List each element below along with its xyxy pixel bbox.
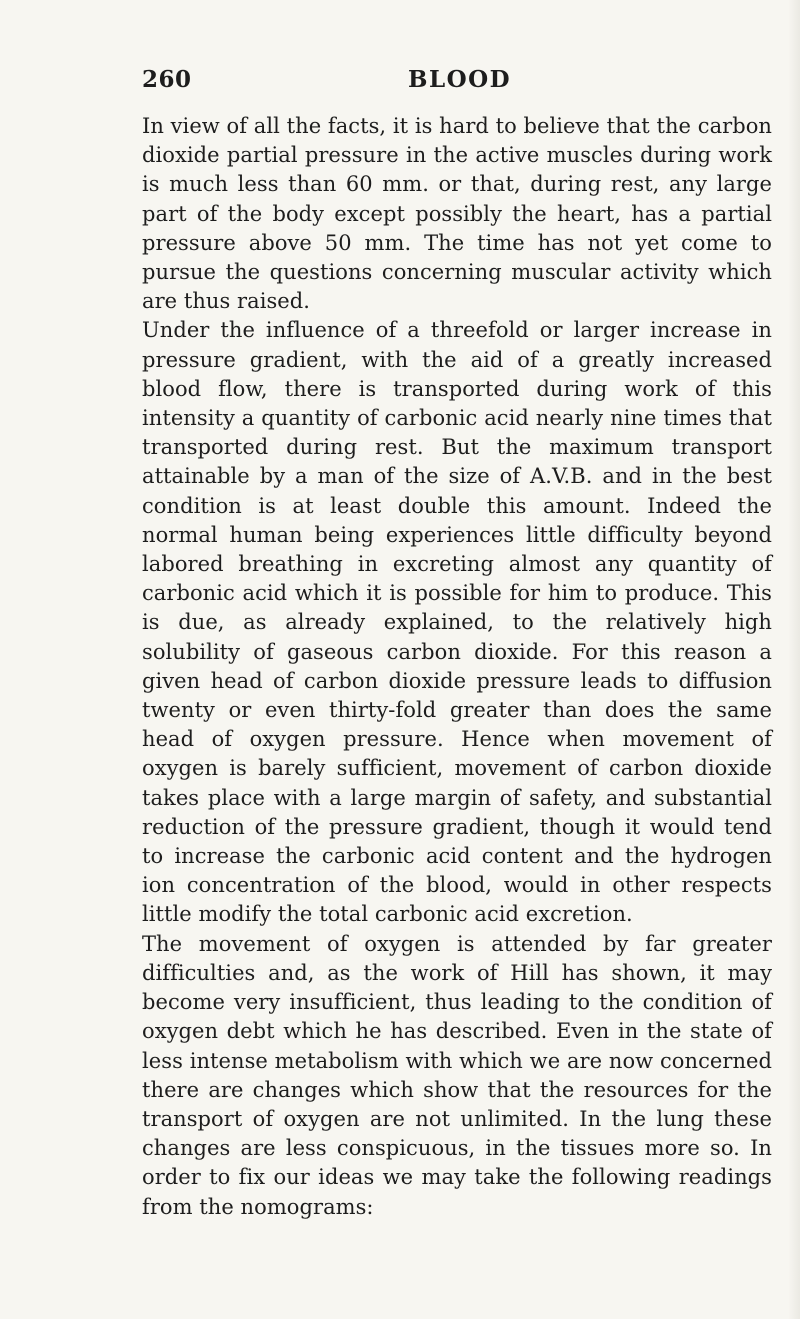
running-head bbox=[142, 66, 692, 100]
paragraph-2: Under the influence of a threefold or larger increase in pressure gradient, with the aid of a greatly increased blood flow, there is transported during work of this intensity a quantity of carbonic acid nearly nine times that transported during rest. But the maximum transport attainable by a man of the size of A.V.B. and in the best condition is at least double this amount. Indeed the normal human being experiences little difficulty beyond labored breathing in excreting almost any quantity of carbonic acid which it is possible for him to produce. This is due, as already explained, to the relatively high solubility of gaseous carbon dioxide. For this reason a given head of carbon dioxide pressure leads to diffusion twenty or even thirty-fold greater than does the same head of oxygen pressure. Hence when movement of oxygen is barely sufficient, movement of carbon dioxide takes place with a large margin of safety, and substantial reduction of the pressure gradient, though it would tend to increase the carbonic acid content and the hydrogen ion concentration of the blood, would in other respects little modify the total carbonic acid excretion. bbox=[142, 318, 772, 927]
header-title: BLOOD bbox=[408, 66, 512, 93]
page-number: 260 bbox=[142, 66, 192, 93]
body-text bbox=[142, 112, 772, 1222]
paragraph-1: In view of all the facts, it is hard to believe that the carbon dioxide partial pressure in the active muscles during work is much less than 60 mm. or that, during rest, any large part of the body except possibly the heart, has a partial pressure above 50 mm. The time has not yet come to pursue the questions concerning muscular activity which are thus raised. bbox=[142, 114, 772, 314]
page-edge-shadow bbox=[788, 0, 800, 1319]
paragraph-3: The movement of oxygen is attended by far greater difficulties and, as the work of Hill has shown, it may become very insufficient, thus leading to the condition of oxygen debt which he has described. Even in the state of less intense metabolism with which we are now concerned there are changes which show that the resources for the transport of oxygen are not unlimited. In the lung these changes are less conspicuous, in the tissues more so. In order to fix our ideas we may take the following readings from the nomograms: bbox=[142, 931, 772, 1219]
